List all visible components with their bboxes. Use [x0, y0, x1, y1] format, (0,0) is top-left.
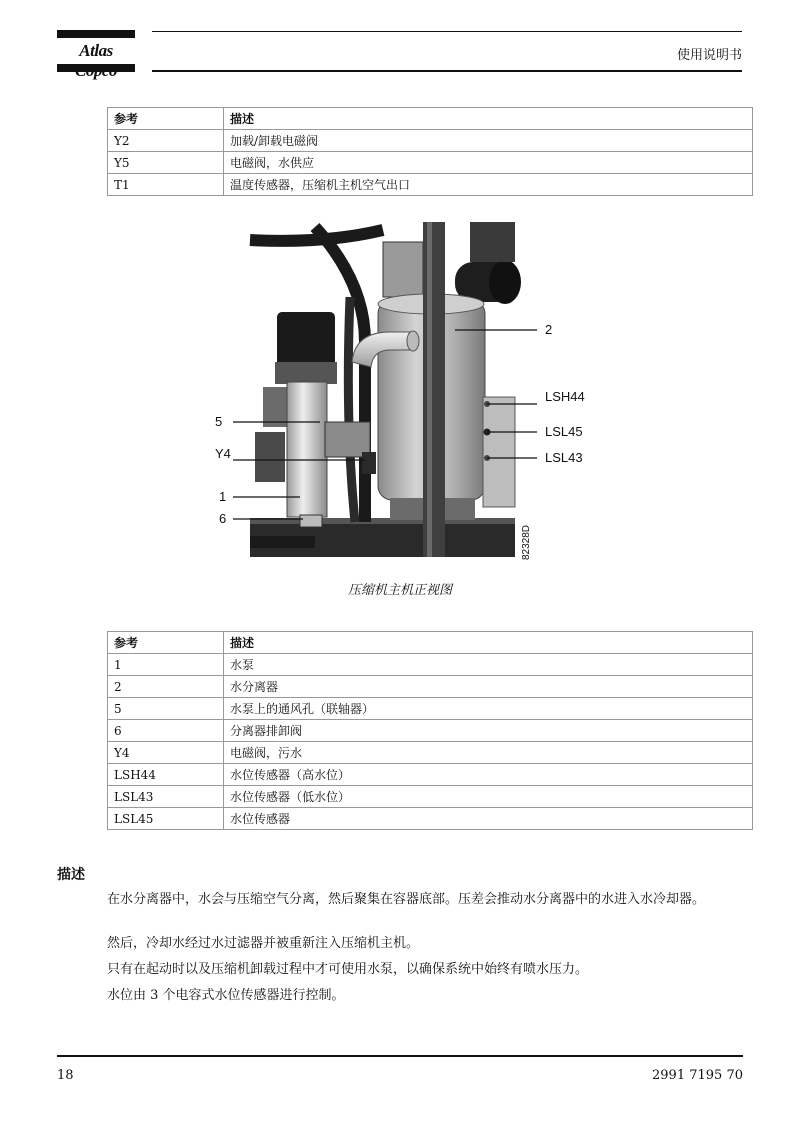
solenoid-y4 [362, 452, 376, 474]
table-row [108, 720, 753, 742]
elbow-pipe-end [407, 331, 419, 351]
table-row [108, 654, 753, 676]
description-paragraph: 只有在起动时以及压缩机卸载过程中才可使用水泵，以确保系统中始终有喷水压力。 [107, 962, 589, 977]
table-cell-desc: 加载/卸载电磁阀 [224, 130, 753, 152]
upper-housing [470, 222, 515, 262]
table-row [108, 152, 753, 174]
reference-table-1 [107, 107, 753, 196]
pump-motor [277, 312, 335, 370]
figure-code: 82328D [521, 524, 532, 560]
figure-label-y4: Y4 [215, 446, 231, 461]
outlet-pipe-end [489, 260, 521, 304]
table-row [108, 130, 753, 152]
table-cell-ref: LSL43 [108, 786, 224, 808]
description-paragraph: 然后，冷却水经过水过滤器并被重新注入压缩机主机。 [107, 936, 420, 951]
table-cell-ref: LSH44 [108, 764, 224, 786]
hose-mid [348, 297, 355, 522]
figure-label-lsl45: LSL45 [545, 424, 583, 439]
table-cell-ref: 2 [108, 676, 224, 698]
footer-rule [57, 1055, 743, 1057]
header-rule-bottom [152, 70, 742, 72]
table-cell-desc: 电磁阀，污水 [224, 742, 753, 764]
table-cell-desc: 电磁阀，水供应 [224, 152, 753, 174]
column-header-ref: 参考 [108, 108, 224, 130]
table-cell-ref: 6 [108, 720, 224, 742]
figure-caption: 压缩机主机正视图 [347, 583, 452, 598]
reference-table-2 [107, 631, 753, 830]
table-header-row [108, 108, 753, 130]
pump-manifold [325, 422, 370, 457]
separator-drain-valve [300, 515, 322, 527]
logo-text: Atlas [79, 41, 113, 60]
logo-bar-bottom [57, 64, 135, 72]
table-row [108, 786, 753, 808]
figure-label-lsh44: LSH44 [545, 389, 585, 404]
table-cell-ref: Y2 [108, 130, 224, 152]
header-rule-top [152, 31, 742, 32]
figure-label-lsl43: LSL43 [545, 450, 583, 465]
section-heading-description: 描述 [57, 867, 85, 883]
table-cell-ref: 5 [108, 698, 224, 720]
description-paragraph: 水位由 3 个电容式水位传感器进行控制。 [107, 988, 345, 1003]
frame-beam-highlight [427, 222, 432, 557]
table-row [108, 742, 753, 764]
header-title: 使用说明书 [676, 48, 742, 63]
table-row [108, 676, 753, 698]
table-cell-ref: T1 [108, 174, 224, 196]
table-cell-desc: 温度传感器，压缩机主机空气出口 [224, 174, 753, 196]
logo-bar-top [57, 30, 135, 38]
figure-label-2: 2 [545, 322, 553, 337]
figure-label-5: 5 [215, 414, 223, 429]
compressor-element-front-view [215, 222, 595, 567]
table-cell-desc: 水泵上的通风孔（联轴器） [224, 698, 753, 720]
table-cell-desc: 水位传感器（低水位） [224, 786, 753, 808]
table-cell-desc: 水位传感器 [224, 808, 753, 830]
description-paragraph: 在水分离器中，水会与压缩空气分离，然后聚集在容器底部。压差会推动水分离器中的水进入水冷却器。 [107, 892, 706, 907]
pump-coupling [275, 362, 337, 384]
table-row [108, 698, 753, 720]
table-row [108, 808, 753, 830]
document-number: 2991 7195 70 [652, 1068, 743, 1083]
table-cell-desc: 水泵 [224, 654, 753, 676]
table-cell-desc: 水位传感器（高水位） [224, 764, 753, 786]
frame-beam [423, 222, 445, 557]
table-cell-ref: 1 [108, 654, 224, 676]
table-cell-desc: 分离器排卸阀 [224, 720, 753, 742]
sensor-panel [483, 397, 515, 507]
pump-side-housing [255, 432, 285, 482]
outlet-fitting [383, 242, 423, 297]
table-cell-ref: Y5 [108, 152, 224, 174]
table-row [108, 174, 753, 196]
column-header-desc: 描述 [224, 632, 753, 654]
figure-label-1: 1 [219, 489, 227, 504]
column-header-ref: 参考 [108, 632, 224, 654]
table-row [108, 764, 753, 786]
column-header-desc: 描述 [224, 108, 753, 130]
figure-label-6: 6 [219, 511, 227, 526]
page-number: 18 [57, 1068, 74, 1083]
table-cell-desc: 水分离器 [224, 676, 753, 698]
table-cell-ref: LSL45 [108, 808, 224, 830]
atlas-copco-logo [57, 30, 135, 72]
table-cell-ref: Y4 [108, 742, 224, 764]
table-header-row [108, 632, 753, 654]
